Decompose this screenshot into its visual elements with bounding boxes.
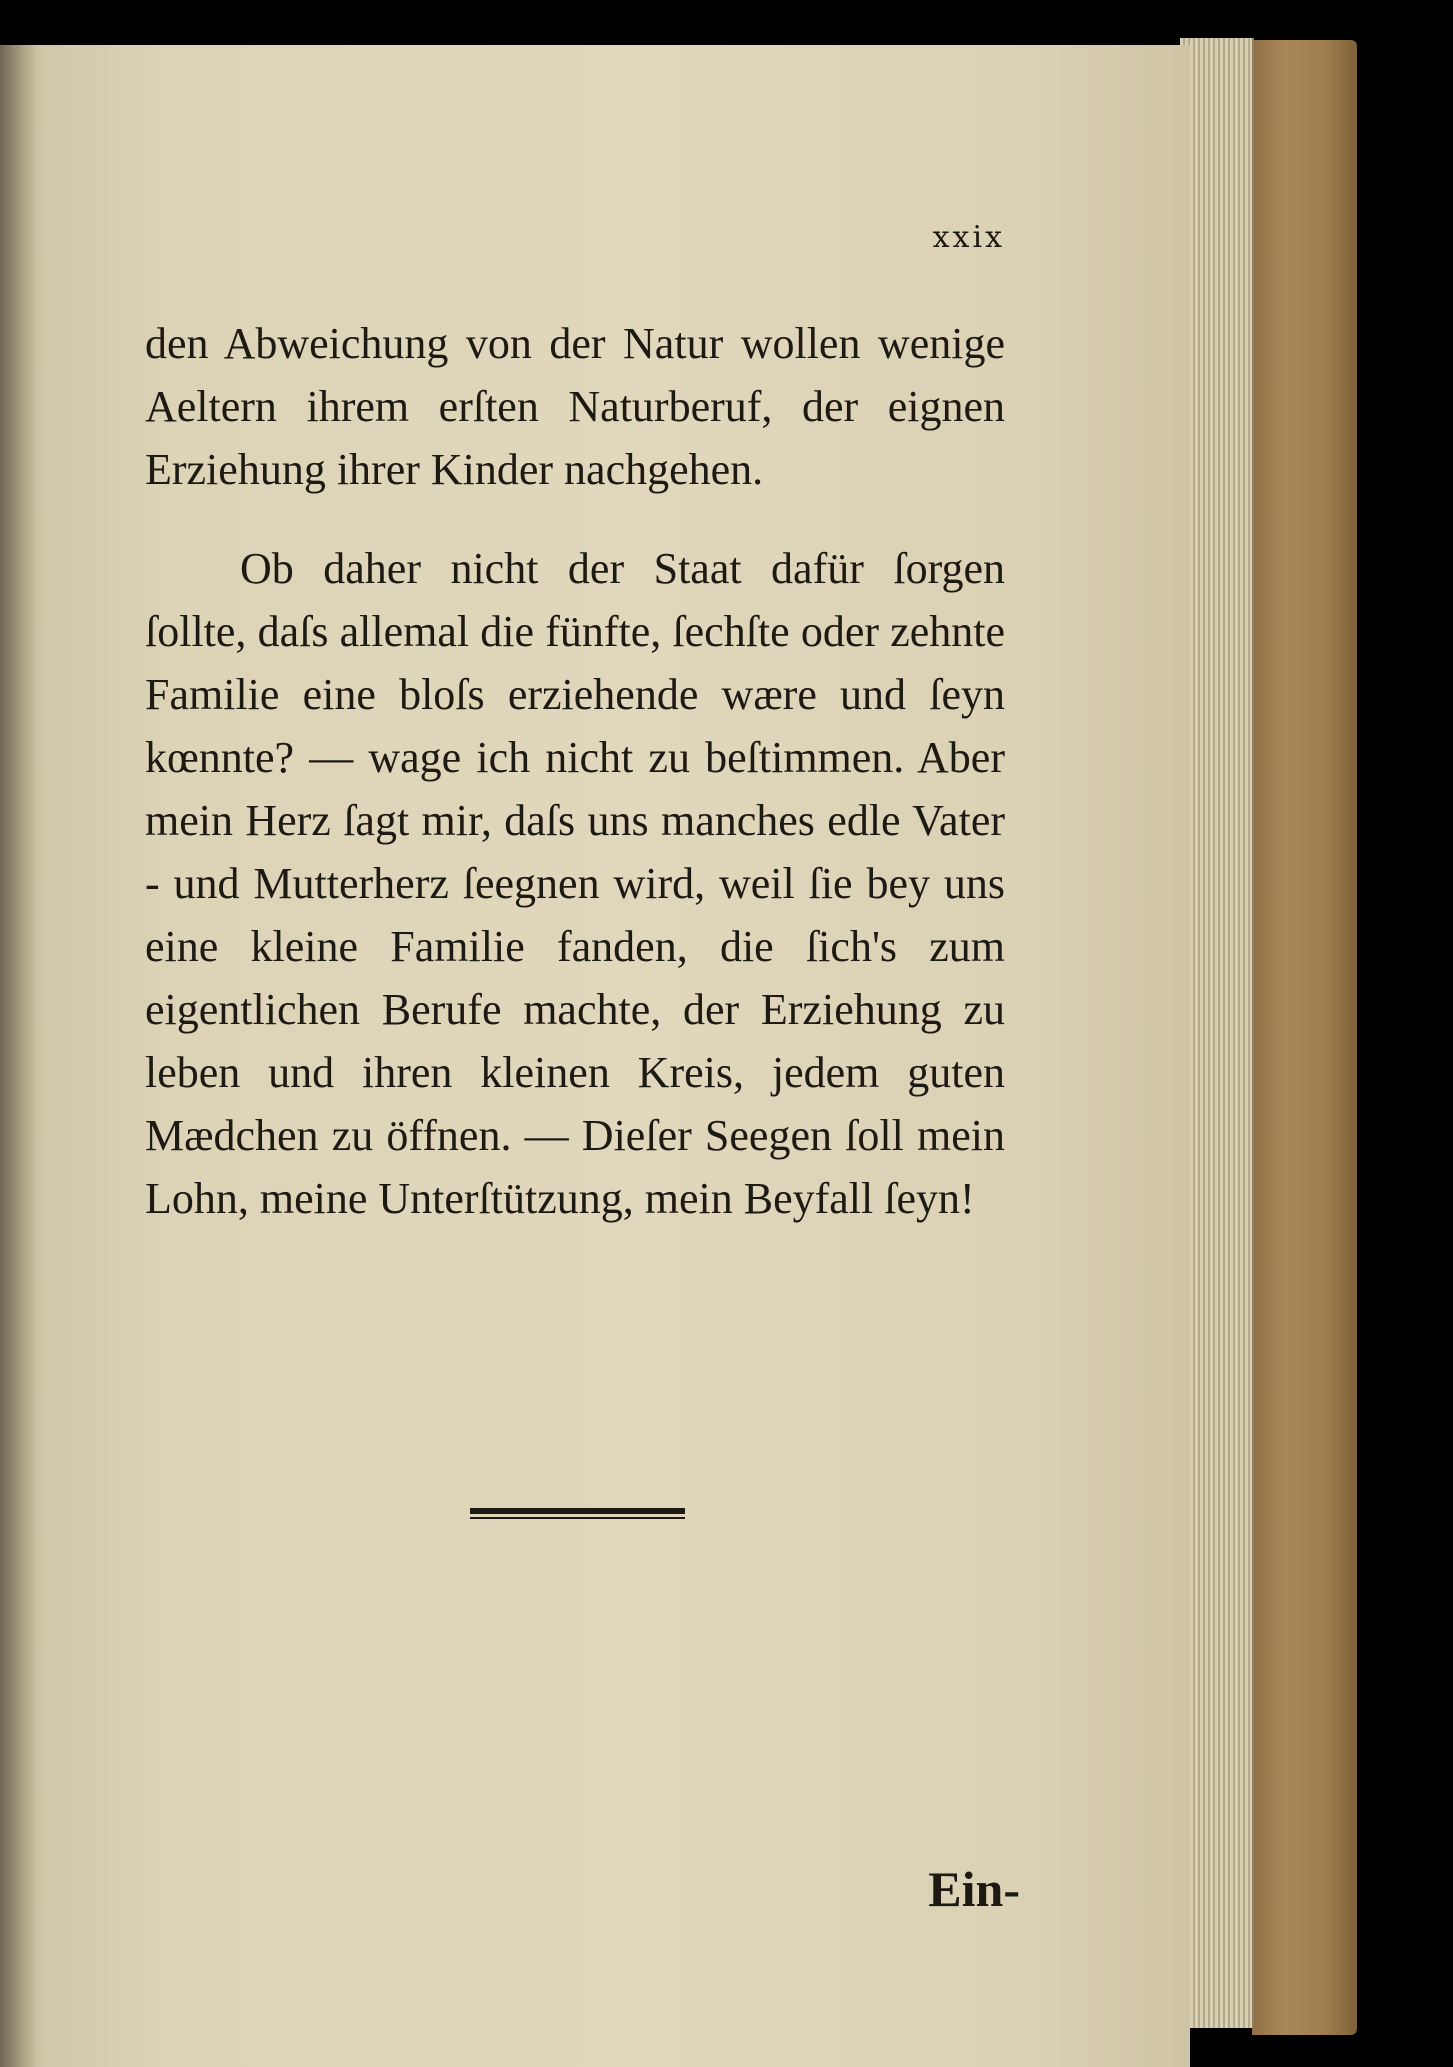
book-cover	[1252, 40, 1357, 2035]
body-text	[145, 312, 1005, 1230]
divider-bar	[470, 1517, 685, 1519]
paragraph: Ob daher nicht der Staat dafür ſorgen ſollte, daſs allemal die fünfte, ſechſte oder zehnte Familie eine bloſs erziehende wære und ſeyn kœnnte? — wage ich nicht zu beſtimmen. Aber mein Herz ſagt mir, daſs uns manches edle Vater - und Mutterherz ſeegnen wird, weil ſie bey uns eine kleine Familie fanden, die ſich's zum eigentlichen Berufe machte, der Erziehung zu leben und ihren kleinen Kreis, jedem guten Mædchen zu öffnen. — Dieſer Seegen ſoll mein Lohn, meine Unterſtützung, mein Beyfall ſeyn!	[145, 544, 1005, 1223]
page-gutter	[0, 45, 36, 2067]
paragraph: den Abweichung von der Natur wollen wenige Aeltern ihrem erſten Naturberuf, der eignen Erziehung ihrer Kinder nachgehen.	[145, 319, 1005, 494]
catchword: Ein-	[928, 1861, 1020, 1917]
section-divider	[470, 1508, 685, 1522]
page-edges	[1180, 38, 1254, 2028]
page-number: xxix	[932, 220, 1005, 255]
